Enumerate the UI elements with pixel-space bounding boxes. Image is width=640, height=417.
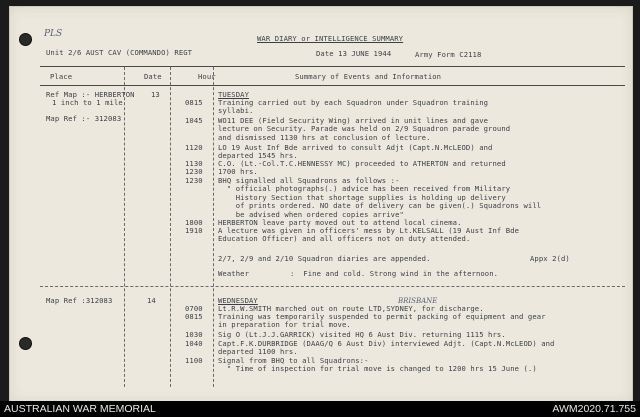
entry-text: WO11 DEE (Field Security Wing) arrived in unit lines and gave lecture on Security. Parade was held on 2/9 Squadron parade ground and dismissed 1130 hrs at conclusion of lecture. [218, 116, 511, 142]
entry-hour: 1040 [185, 339, 203, 348]
entry-hour: 1130 [185, 159, 203, 168]
entry-text: Capt.F.K.DURBRIDGE (DAAG/Q 6 Aust Div) interviewed Adjt. (Capt.N.McLEOD) and departed 1100 hrs. [218, 339, 555, 357]
archive-footer [0, 401, 640, 417]
header-rule-top [40, 66, 625, 67]
weather-label: Weather [218, 269, 249, 278]
entry-text: Training was temporarily suspended to permit packing of equipment and gear in preparation for trial move. [218, 312, 546, 330]
place-map-ref: Map Ref :- 312083 [46, 114, 122, 123]
entry-text: Lt.R.W.SMITH marched out on route LTD,SYDNEY, for discharge. [218, 304, 484, 313]
entry-hour: 1910 [185, 226, 203, 235]
entry-hour: 1030 [185, 330, 203, 339]
entry-hour: 0815 [185, 312, 203, 321]
col-hour: Hour [198, 72, 216, 81]
appendix-ref: Appx 2(d) [530, 254, 570, 263]
entry-hour: 1120 [185, 143, 203, 152]
handwritten-mark: PLS [44, 29, 63, 39]
army-form: Army Form C2118 [415, 50, 482, 59]
entry-date: 14 [147, 296, 156, 305]
diary-page [9, 6, 633, 403]
col-summary: Summary of Events and Information [295, 72, 442, 81]
entry-hour: 1800 [185, 218, 203, 227]
entry-text: HERBERTON leave party moved out to attend local cinema. [218, 218, 462, 227]
date-line: Date 13 JUNE 1944 [316, 49, 392, 58]
entry-text: C.O. (Lt.-Col.T.C.HENNESSY MC) proceeded to ATHERTON and returned 1700 hrs. [218, 159, 506, 177]
weather-text: : Fine and cold. Strong wind in the afternoon. [290, 269, 499, 278]
entry-text: Signal from BHQ to all Squadrons:- " Time of inspection for trial move is changed to 1200 hrs 15 June (.) [218, 356, 537, 374]
header-rule-bottom [40, 85, 625, 86]
column-divider [170, 67, 171, 387]
footer-accession: AWM2020.71.755 [552, 403, 636, 415]
unit-line: Unit 2/6 AUST CAV (COMMANDO) REGT [46, 48, 193, 57]
column-divider [124, 67, 125, 387]
column-divider [213, 67, 214, 387]
appended-note: 2/7, 2/9 and 2/10 Squadron diaries are appended. [218, 254, 431, 263]
entry-hour: 1230 [185, 167, 203, 176]
entry-day: TUESDAY [218, 90, 249, 99]
place-ref-map: Ref Map :- HERBERTON [46, 90, 135, 99]
col-place: Place [50, 72, 73, 81]
entry-text: LO 19 Aust Inf Bde arrived to consult Adjt (Capt.N.McLEOD) and departed 1545 hrs. [218, 143, 493, 161]
place-scale: 1 inch to 1 mile [52, 98, 123, 107]
entry-text: BHQ signalled all Squadrons as follows :- " official photographs(.) advice has been received from Military History Section that shortage supplies is holding up delivery of prints ordered. NO date of delivery can be given(.) Squadrons will be advised when ordered copies arrive" [218, 176, 542, 219]
entry-hour: 1045 [185, 116, 203, 125]
entry-date: 13 [151, 90, 160, 99]
entry-text: A lecture was given in officers' mess by Lt.KELSALL (19 Aust Inf Bde Education Officer) and all officers not on duty attended. [218, 226, 520, 244]
place-map-ref: Map Ref :312083 [46, 296, 113, 305]
punch-hole [19, 337, 32, 350]
entry-hour: 0815 [185, 98, 203, 107]
entry-hour: 0700 [185, 304, 203, 313]
handwritten-insert: BRISBANE [398, 297, 438, 305]
col-date: Date [144, 72, 162, 81]
entry-hour: 1230 [185, 176, 203, 185]
entry-text: Sig O (Lt.J.J.GARRICK) visited HQ 6 Aust Div. returning 1115 hrs. [218, 330, 506, 339]
punch-hole [19, 33, 32, 46]
footer-institution: AUSTRALIAN WAR MEMORIAL [4, 403, 156, 415]
entry-separator [40, 286, 625, 287]
diary-title: WAR DIARY or INTELLIGENCE SUMMARY [257, 34, 404, 43]
entry-text: Training carried out by each Squadron under Squadron training syllabi. [218, 98, 489, 116]
entry-day: WEDNESDAY [218, 296, 258, 305]
entry-hour: 1100 [185, 356, 203, 365]
